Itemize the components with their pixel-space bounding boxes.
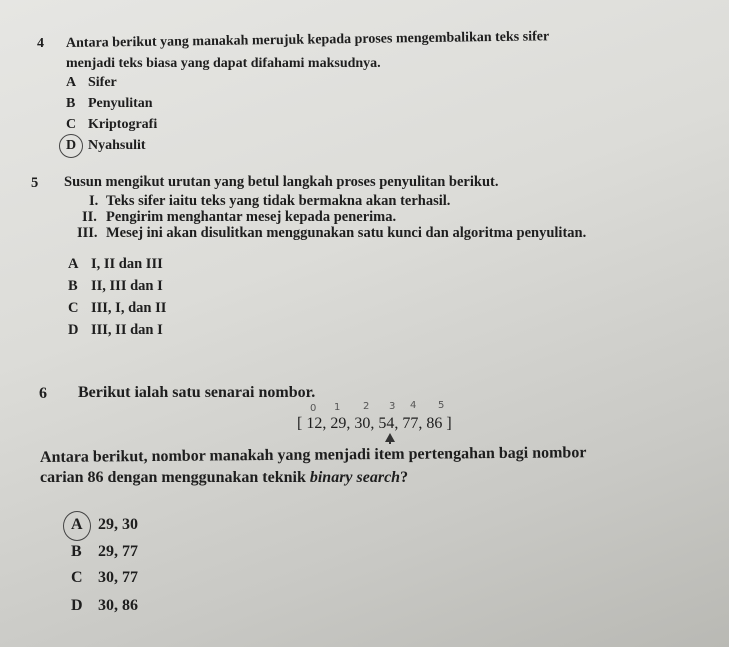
question-number: 6 xyxy=(39,385,47,402)
option-letter: A xyxy=(68,256,79,272)
option-text[interactable]: III, II dan I xyxy=(91,322,163,338)
statement-text: Mesej ini akan disulitkan menggunakan satu kunci dan algoritma penyulitan. xyxy=(106,225,587,241)
question-number: 5 xyxy=(31,175,39,191)
option-text[interactable]: Kriptografi xyxy=(88,117,158,132)
question-text: Antara berikut, nombor manakah yang menjadi item pertengahan bagi nombor xyxy=(39,444,587,466)
statement-text: Pengirim menghantar mesej kepada penerima. xyxy=(106,209,397,225)
option-letter: D xyxy=(71,597,83,614)
answer-circle-mark xyxy=(63,511,91,541)
option-letter: C xyxy=(66,117,77,132)
answer-circle-mark xyxy=(59,134,83,158)
number-list: [ 12, 29, 30, 54, 77, 86 ] xyxy=(297,415,452,432)
option-letter: B xyxy=(68,278,78,294)
handwritten-index: 1 xyxy=(334,402,341,413)
option-letter: D xyxy=(66,138,77,153)
option-letter: A xyxy=(66,75,77,90)
handwritten-index: 5 xyxy=(438,400,445,411)
question-text: Susun mengikut urutan yang betul langkah proses penyulitan berikut. xyxy=(64,174,499,190)
question-text: Antara berikut yang manakah merujuk kepada proses mengembalikan teks sifer xyxy=(65,29,550,51)
handwritten-index: 3 xyxy=(389,401,396,412)
handwritten-index: 0 xyxy=(310,403,317,414)
statement-number: II. xyxy=(82,209,97,225)
question-text: menjadi teks biasa yang dapat difahami maksudnya. xyxy=(66,56,381,71)
option-letter: D xyxy=(68,322,79,338)
option-text[interactable]: 29, 77 xyxy=(98,543,138,560)
option-text[interactable]: Penyulitan xyxy=(88,96,153,111)
option-letter: B xyxy=(71,543,82,560)
question-text: Berikut ialah satu senarai nombor. xyxy=(78,384,316,401)
option-text[interactable]: Nyahsulit xyxy=(88,138,146,153)
option-text[interactable]: II, III dan I xyxy=(91,278,163,294)
handwritten-index: 2 xyxy=(363,401,370,412)
option-text[interactable]: 30, 86 xyxy=(98,597,138,614)
question-number: 4 xyxy=(37,36,44,51)
statement-number: III. xyxy=(77,225,98,241)
option-text[interactable]: 29, 30 xyxy=(98,516,138,533)
option-text[interactable]: III, I, dan II xyxy=(91,300,167,316)
handwritten-index: 4 xyxy=(410,400,417,411)
option-text[interactable]: 30, 77 xyxy=(98,569,138,586)
option-text[interactable]: I, II dan III xyxy=(91,256,163,272)
question-text: carian 86 dengan menggunakan teknik binary search? xyxy=(40,469,409,486)
option-letter: C xyxy=(68,300,79,316)
arrow-stem xyxy=(389,441,391,444)
option-letter: B xyxy=(66,96,76,111)
statement-number: I. xyxy=(89,193,99,209)
statement-text: Teks sifer iaitu teks yang tidak bermakna akan terhasil. xyxy=(106,193,451,209)
option-letter: A xyxy=(71,516,83,533)
option-text[interactable]: Sifer xyxy=(88,75,117,90)
option-letter: C xyxy=(71,569,83,586)
